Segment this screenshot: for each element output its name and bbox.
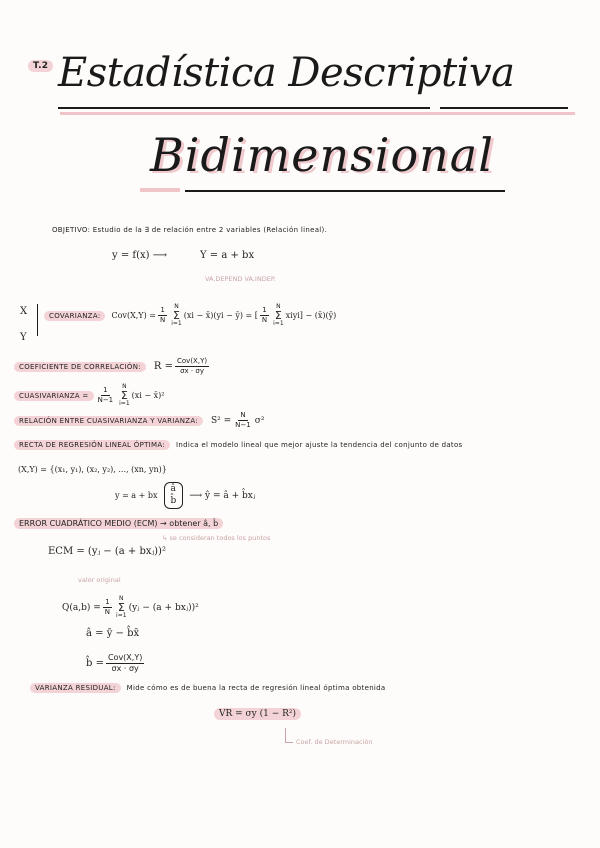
correlation-lhs: R = [153, 361, 174, 372]
objective-text: OBJETIVO: Estudio de la ∃ de relación entre 2 variables (Relación lineal). [52, 226, 328, 234]
regression-model: y = a + bx [115, 491, 158, 501]
quasivariance-row [14, 384, 164, 407]
q-formula-row [62, 596, 199, 619]
regression-dataset: (X,Y) = {(x₁, y₁), (x₂, y₂), ..., (xn, yn)} [18, 465, 167, 474]
regression-params: â b̂ [164, 482, 184, 509]
q-frac: $\frac{1}{N}$ [104, 598, 111, 616]
cov-sum-2: N Σ i=1 [273, 303, 284, 327]
topic-tag: T.2 [28, 60, 53, 72]
ecm-label: ERROR CUADRÁTICO MEDIO (ECM) → obtener â, b̂ [14, 518, 223, 529]
a-hat-formula: â = ȳ − b̂x̄ [86, 628, 140, 639]
covariance-label: COVARIANZA: [44, 311, 105, 321]
q-formula-b: (yⱼ − (a + bxⱼ))² [128, 602, 199, 613]
model-right: Y = a + bx [200, 250, 255, 261]
model-note: VA.DEPEND VA.INDEP. [205, 275, 276, 283]
cov-frac: $\frac{1}{N}$ [159, 306, 166, 324]
covariance-formula-b: (xi − x̄)(yi − ȳ) = [ [183, 311, 258, 320]
q-sum: N Σ i=1 [116, 595, 127, 619]
ecm-note: ↳ se consideran todos los puntos [162, 534, 271, 542]
regression-label: RECTA DE REGRESIÓN LINEAL ÓPTIMA: [14, 440, 170, 450]
title-underline-shadow [60, 112, 575, 115]
var-x: X [20, 306, 28, 317]
regression-text: Indica el modelo lineal que mejor ajuste la tendencia del conjunto de datos [176, 441, 463, 449]
model-left: y = f(x) ⟶ [112, 250, 168, 261]
subtitle-underline-shadow [140, 188, 180, 192]
residual-note-pointer-h [285, 742, 293, 743]
residual-text: Mide cómo es de buena la recta de regresión lineal óptima obtenida [126, 684, 386, 692]
ecm-note2: valor original [78, 576, 121, 584]
b-hat-lhs: b̂ = [86, 658, 104, 669]
regression-arrow-model: ⟶ ŷ = â + b̂xⱼ [189, 490, 256, 501]
quasivariance-label: CUASIVARIANZA = [14, 391, 94, 401]
residual-note-pointer [285, 728, 286, 742]
relation-row [14, 412, 265, 429]
q-formula-a: Q(a,b) = [62, 602, 101, 613]
bracket [37, 304, 38, 336]
title-underline-2 [440, 107, 568, 109]
ecm-formula: ECM = (yⱼ − (a + bxⱼ))² [48, 546, 166, 557]
quasi-frac: $\frac{1}{N-1}$ [97, 386, 114, 404]
b-hat-frac: $\frac{\text{Cov(X,Y)}}{\sigma x \cdot \sigma y}$ [107, 653, 143, 673]
covariance-formula-c: xiyi] − (x̄)(ȳ) [285, 311, 337, 320]
relation-formula: S² = [210, 415, 232, 426]
subtitle-underline [185, 190, 505, 192]
quasi-sum: N Σ i=1 [119, 383, 130, 407]
residual-note: Coef. de Determinación [296, 738, 373, 746]
regression-model-row [115, 482, 255, 509]
regression-row [14, 440, 463, 450]
var-y: Y [20, 332, 27, 343]
covariance-row [44, 304, 336, 327]
b-hat-row [86, 654, 146, 673]
relation-tail: σ² [254, 415, 265, 426]
residual-row [30, 683, 386, 693]
correlation-frac: $\frac{\text{Cov(X,Y)}}{\sigma x \cdot \sigma y}$ [177, 357, 208, 375]
title-underline [58, 107, 430, 109]
covariance-formula-a: Cov(X,Y) = [111, 311, 156, 320]
page-subtitle: Bidimensional [150, 128, 494, 182]
relation-label: RELACIÓN ENTRE CUASIVARIANZA Y VARIANZA: [14, 416, 203, 426]
residual-label: VARIANZA RESIDUAL: [30, 683, 121, 693]
correlation-row [14, 358, 211, 375]
cov-frac-2: $\frac{1}{N}$ [261, 306, 268, 324]
correlation-label: COEFICIENTE DE CORRELACIÓN: [14, 362, 146, 372]
quasivariance-tail: (xi − x̄)² [131, 391, 165, 400]
residual-formula: VR = σy (1 − R²) [214, 708, 301, 720]
page-title: Estadística Descriptiva [58, 50, 515, 96]
relation-frac: $\frac{N}{N-1}$ [235, 411, 251, 429]
cov-sum: N Σ i=1 [171, 303, 182, 327]
